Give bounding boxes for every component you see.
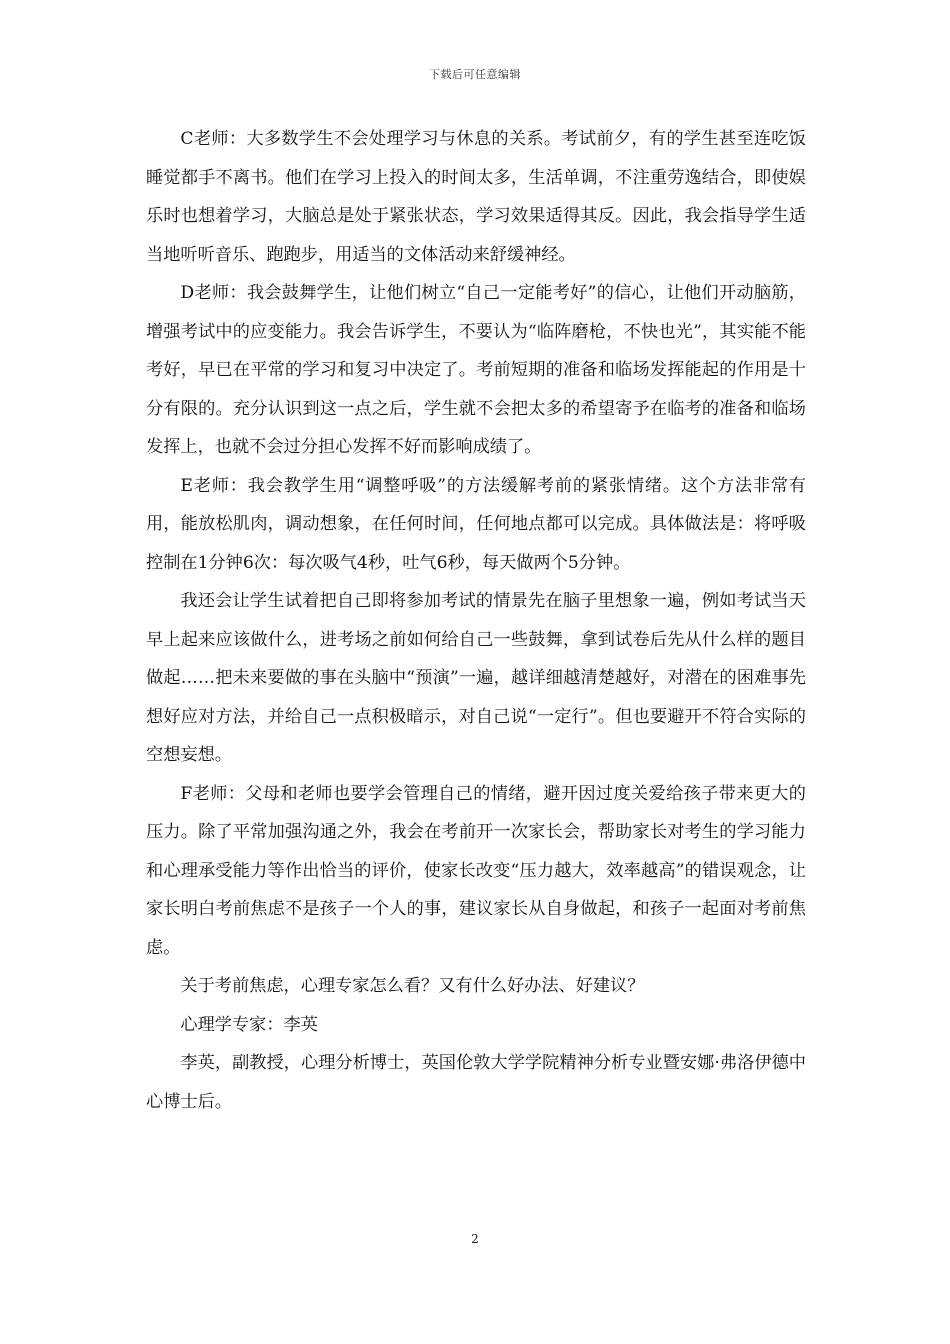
- paragraph-teacher-d: D老师：我会鼓舞学生，让他们树立“自己一定能考好”的信心，让他们开动脑筋，增强考试中的应变能力。我会告诉学生，不要认为“临阵磨枪，不快也光”，其实能不能考好，早已在平常的学习和复习中决定了。考前短期的准备和临场发挥能起的作用是十分有限的。充分认识到这一点之后，学生就不会把太多的希望寄予在临考的准备和临场发挥上，也就不会过分担心发挥不好而影响成绩了。: [146, 283, 806, 457]
- paragraph-teacher-f: F老师：父母和老师也要学会管理自己的情绪，避开因过度关爱给孩子带来更大的压力。除了平常加强沟通之外，我会在考前开一次家长会，帮助家长对考生的学习能力和心理承受能力等作出恰当的评价，使家长改变“压力越大，效率越高”的错误观念，让家长明白考前焦虑不是孩子一个人的事，建议家长从自身做起，和孩子一起面对考前焦虑。: [146, 783, 806, 958]
- paragraph-teacher-c: C老师：大多数学生不会处理学习与休息的关系。考试前夕，有的学生甚至连吃饭睡觉都手不离书。他们在学习上投入的时间太多，生活单调，不注重劳逸结合，即使娱乐时也想着学习，大脑总是处于紧张状态，学习效果适得其反。因此，我会指导学生适当地听听音乐、跑跑步，用适当的文体活动来舒缓神经。: [146, 129, 806, 265]
- page-header: 下载后可任意编辑: [429, 68, 521, 81]
- paragraph-question: 关于考前焦虑，心理专家怎么看？又有什么好办法、好建议？: [180, 976, 645, 996]
- document-body: [146, 120, 806, 1121]
- paragraph-expert-bio: 李英，副教授，心理分析博士，英国伦敦大学学院精神分析专业暨安娜·弗洛伊德中心博士后。: [146, 1053, 806, 1112]
- paragraph-teacher-e: E老师：我会教学生用“调整呼吸”的方法缓解考前的紧张情绪。这个方法非常有用，能放松肌肉，调动想象，在任何时间，任何地点都可以完成。具体做法是：将呼吸控制在1分钟6次：每次吸气4秒，吐气6秒，每天做两个5分钟。: [146, 475, 806, 573]
- paragraph-visualization: 我还会让学生试着把自己即将参加考试的情景先在脑子里想象一遍，例如考试当天早上起来应该做什么，进考场之前如何给自己一些鼓舞，拿到试卷后先从什么样的题目做起……把未来要做的事在头脑中“预演”一遍，越详细越清楚越好，对潜在的困难事先想好应对方法，并给自己一点积极暗示，对自己说“一定行”。但也要避开不符合实际的空想妄想。: [146, 591, 806, 765]
- paragraph-expert-title: 心理学专家：李英: [180, 1014, 318, 1035]
- page-number: 2: [471, 1232, 479, 1246]
